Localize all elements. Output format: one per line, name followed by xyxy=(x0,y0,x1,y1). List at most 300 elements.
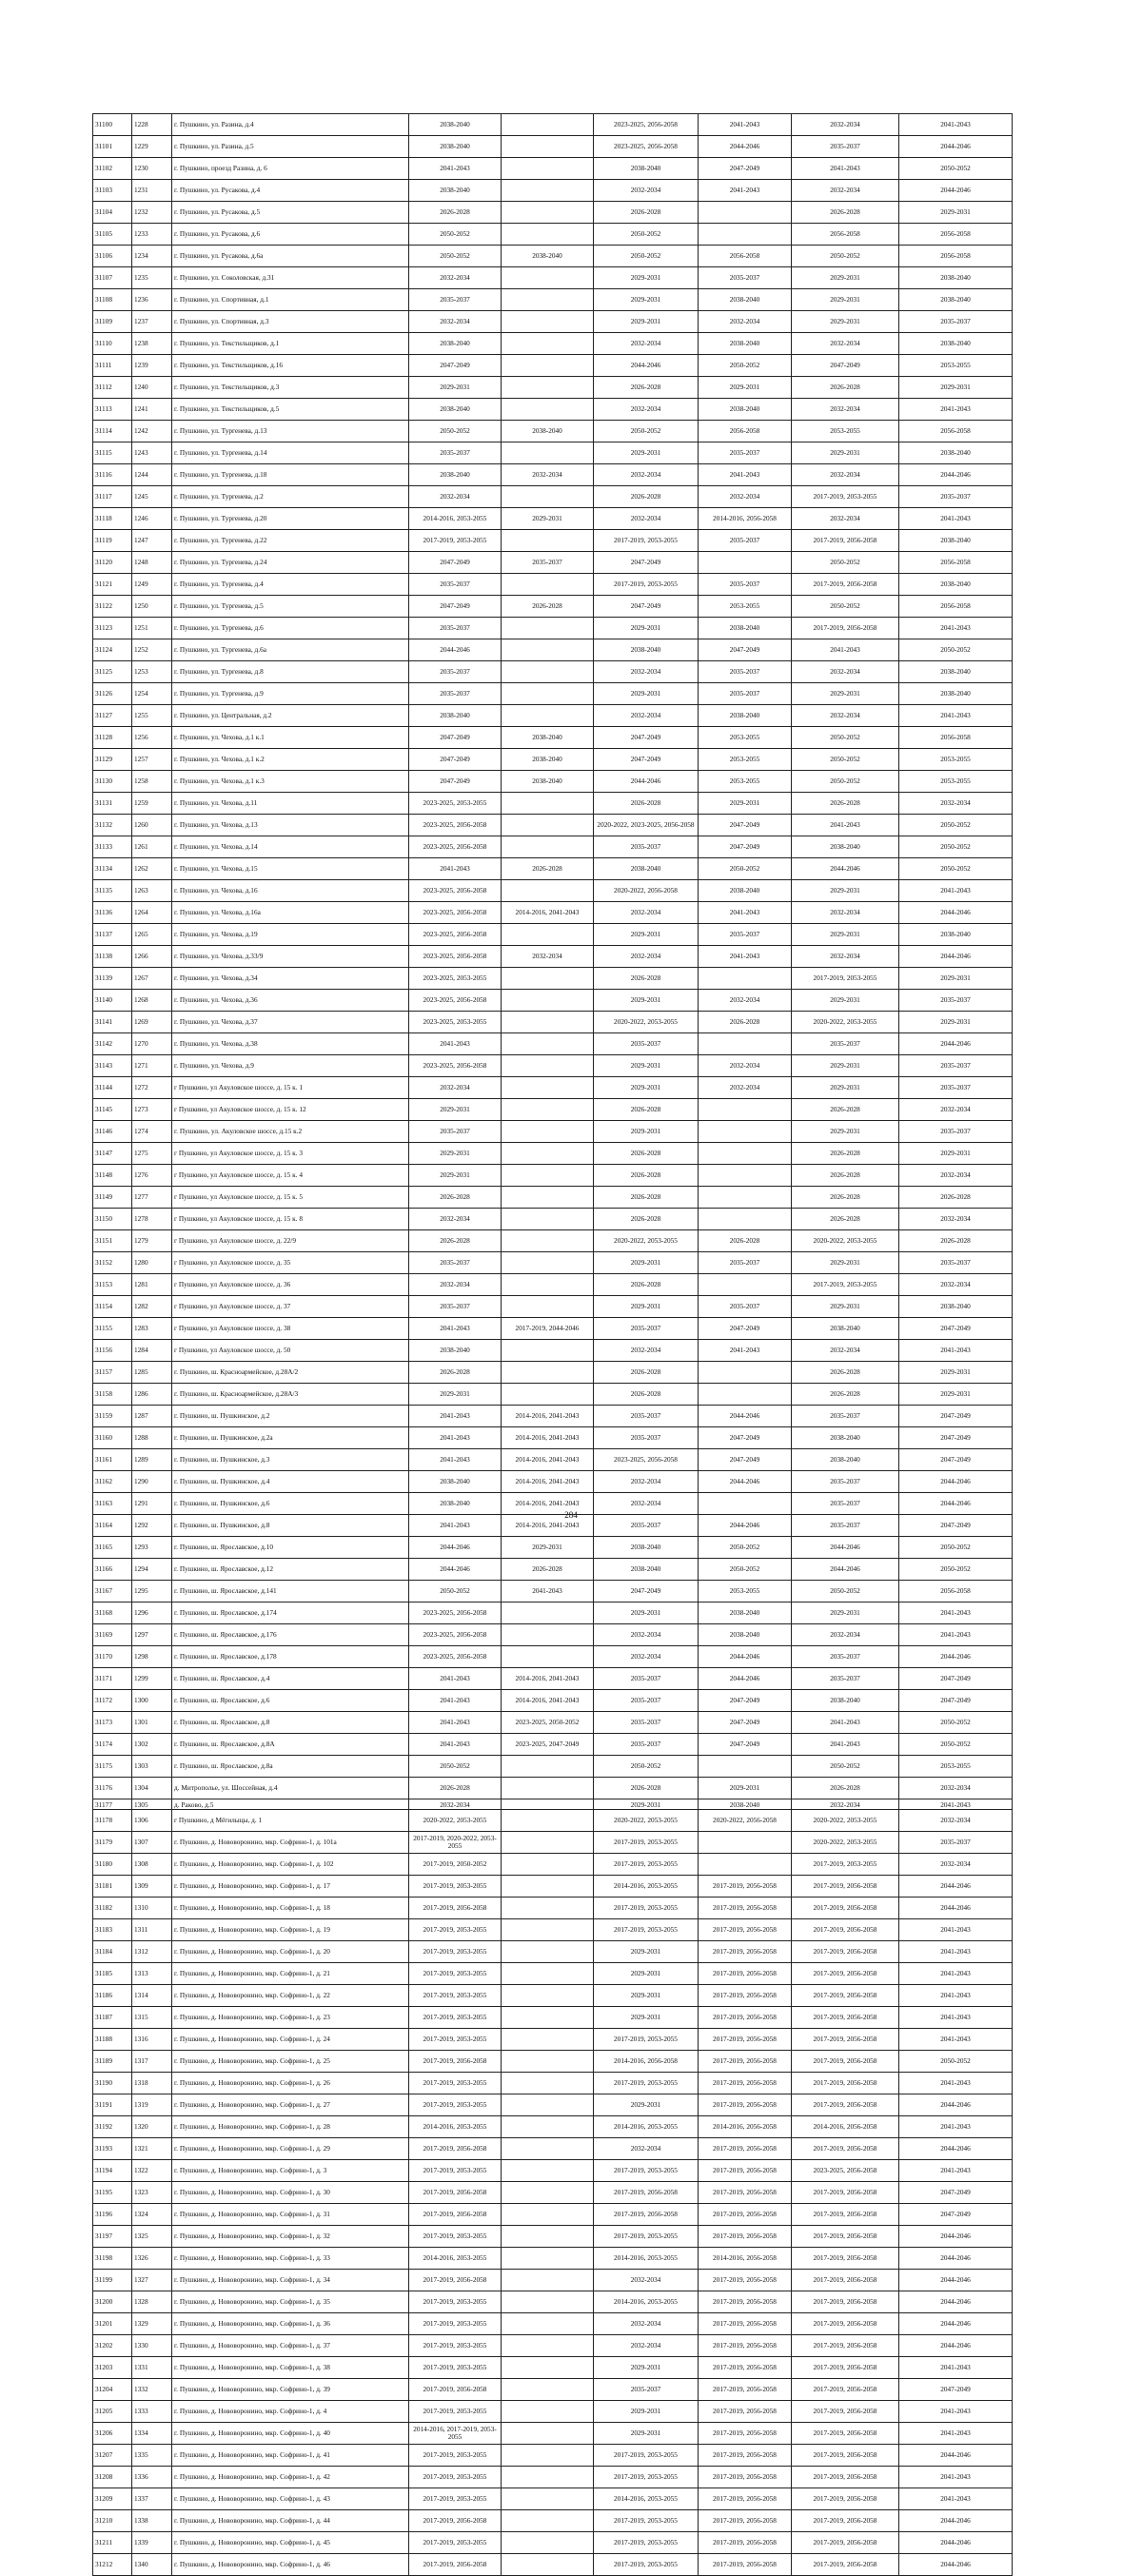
row-number-cell: 31143 xyxy=(93,1055,132,1077)
period-cell: 2047-2049 xyxy=(409,727,502,749)
row-number-cell: 31136 xyxy=(93,902,132,924)
period-cell xyxy=(502,2226,594,2248)
table-row xyxy=(93,618,1013,639)
period-cell: 2017-2019, 2056-2058 xyxy=(699,2488,792,2510)
period-cell: 2035-2037 xyxy=(899,1121,1013,1143)
period-cell: 2032-2034 xyxy=(594,902,699,924)
address-cell: г Пушкино, ул Акуловское шоссе, д. 22/9 xyxy=(172,1230,409,1252)
period-cell: 2017-2019, 2056-2058 xyxy=(792,2182,899,2204)
table-row xyxy=(93,1559,1013,1581)
period-cell: 2035-2037 xyxy=(409,1252,502,1274)
period-cell: 2014-2016, 2041-2043 xyxy=(502,1449,594,1471)
address-cell: г. Пушкино, д. Нововоронино, мкр. Софрино-1, д. 4 xyxy=(172,2401,409,2423)
address-cell: г. Пушкино, д. Нововоронино, мкр. Софрино-1, д. 26 xyxy=(172,2073,409,2094)
period-cell: 2041-2043 xyxy=(699,1340,792,1362)
period-cell: 2026-2028 xyxy=(502,596,594,618)
period-cell: 2017-2019, 2056-2058 xyxy=(699,1963,792,1985)
table-row xyxy=(93,858,1013,880)
row-number-cell: 31153 xyxy=(93,1274,132,1296)
period-cell xyxy=(502,2204,594,2226)
period-cell: 2017-2019, 2053-2055 xyxy=(594,1854,699,1876)
period-cell: 2017-2019, 2056-2058 xyxy=(792,2401,899,2423)
period-cell: 2020-2022, 2053-2055 xyxy=(792,1230,899,1252)
period-cell: 2017-2019, 2053-2055 xyxy=(594,1919,699,1941)
period-cell: 2017-2019, 2056-2058 xyxy=(792,2073,899,2094)
table-row xyxy=(93,2532,1013,2554)
period-cell: 2023-2025, 2056-2058 xyxy=(409,924,502,946)
row-number-cell: 31104 xyxy=(93,202,132,224)
address-cell: г. Пушкино, ш. Красноармейское, д.28А/2 xyxy=(172,1362,409,1384)
period-cell: 2044-2046 xyxy=(899,2445,1013,2467)
period-cell: 2044-2046 xyxy=(899,902,1013,924)
period-cell xyxy=(502,2182,594,2204)
row-number-cell: 31184 xyxy=(93,1941,132,1963)
row-number-cell: 31205 xyxy=(93,2401,132,2423)
row-number-cell: 31106 xyxy=(93,246,132,267)
period-cell xyxy=(502,2116,594,2138)
period-cell: 2035-2037 xyxy=(409,683,502,705)
address-cell: г. Пушкино, д. Нововоронино, мкр. Софрино-1, д. 101а xyxy=(172,1832,409,1854)
table-row xyxy=(93,1318,1013,1340)
period-cell: 2017-2019, 2053-2055 xyxy=(409,2532,502,2554)
period-cell xyxy=(699,968,792,990)
period-cell: 2014-2016, 2041-2043 xyxy=(502,902,594,924)
table-row xyxy=(93,596,1013,618)
period-cell: 2017-2019, 2053-2055 xyxy=(594,2160,699,2182)
row-number-cell: 31127 xyxy=(93,705,132,727)
row-number-cell: 31166 xyxy=(93,1559,132,1581)
period-cell: 2017-2019, 2053-2055 xyxy=(594,2073,699,2094)
period-cell: 2038-2040 xyxy=(899,574,1013,596)
period-cell: 2017-2019, 2056-2058 xyxy=(792,618,899,639)
period-cell: 2014-2016, 2041-2043 xyxy=(502,1493,594,1515)
period-cell: 2035-2037 xyxy=(699,924,792,946)
period-cell: 2044-2046 xyxy=(899,2313,1013,2335)
period-cell: 2020-2022, 2053-2055 xyxy=(594,1230,699,1252)
row-number-cell: 31194 xyxy=(93,2160,132,2182)
row-number-cell: 31146 xyxy=(93,1121,132,1143)
period-cell: 2038-2040 xyxy=(699,1603,792,1624)
period-cell: 2017-2019, 2056-2058 xyxy=(792,1985,899,2007)
period-cell: 2026-2028 xyxy=(792,1187,899,1209)
item-number-cell: 1310 xyxy=(132,1898,172,1919)
period-cell: 2029-2031 xyxy=(594,1941,699,1963)
table-row xyxy=(93,1406,1013,1427)
period-cell: 2044-2046 xyxy=(409,1537,502,1559)
period-cell: 2038-2040 xyxy=(699,399,792,421)
period-cell: 2017-2019, 2053-2055 xyxy=(409,2029,502,2051)
period-cell: 2020-2022, 2056-2058 xyxy=(594,880,699,902)
period-cell: 2035-2037 xyxy=(699,574,792,596)
address-cell: г Пушкино, ул Акуловское шоссе, д. 37 xyxy=(172,1296,409,1318)
period-cell: 2020-2022, 2056-2058 xyxy=(699,1810,792,1832)
address-cell: г. Пушкино, д. Нововоронино, мкр. Софрино-1, д. 33 xyxy=(172,2248,409,2270)
period-cell: 2041-2043 xyxy=(899,1340,1013,1362)
address-cell: г Пушкино, ул Акуловское шоссе, д. 35 xyxy=(172,1252,409,1274)
address-cell: г. Пушкино, ул. Тургенева, д.24 xyxy=(172,552,409,574)
period-cell: 2044-2046 xyxy=(699,1515,792,1537)
address-cell: г. Пушкино, ул. Тургенева, д.13 xyxy=(172,421,409,442)
period-cell: 2026-2028 xyxy=(502,858,594,880)
table-row xyxy=(93,2116,1013,2138)
item-number-cell: 1270 xyxy=(132,1033,172,1055)
period-cell xyxy=(502,2291,594,2313)
row-number-cell: 31142 xyxy=(93,1033,132,1055)
period-cell: 2029-2031 xyxy=(594,1799,699,1810)
table-row xyxy=(93,355,1013,377)
period-cell: 2023-2025, 2056-2058 xyxy=(594,114,699,136)
period-cell xyxy=(699,1756,792,1778)
address-cell: г. Пушкино, ш. Ярославское, д.10 xyxy=(172,1537,409,1559)
period-cell: 2017-2019, 2053-2055 xyxy=(594,2467,699,2488)
row-number-cell: 31150 xyxy=(93,1209,132,1230)
address-cell: г. Пушкино, ул. Тургенева, д.14 xyxy=(172,442,409,464)
address-cell: г. Пушкино, ул. Чехова, д.1 к.2 xyxy=(172,749,409,771)
period-cell: 2044-2046 xyxy=(899,946,1013,968)
row-number-cell: 31131 xyxy=(93,793,132,815)
table-row xyxy=(93,1274,1013,1296)
item-number-cell: 1317 xyxy=(132,2051,172,2073)
item-number-cell: 1247 xyxy=(132,530,172,552)
period-cell: 2023-2025, 2056-2058 xyxy=(409,1624,502,1646)
period-cell: 2038-2040 xyxy=(899,530,1013,552)
period-cell: 2035-2037 xyxy=(792,1646,899,1668)
row-number-cell: 31168 xyxy=(93,1603,132,1624)
period-cell: 2026-2028 xyxy=(594,486,699,508)
period-cell: 2047-2049 xyxy=(899,2204,1013,2226)
item-number-cell: 1251 xyxy=(132,618,172,639)
table-row xyxy=(93,1449,1013,1471)
period-cell: 2017-2019, 2056-2058 xyxy=(792,2357,899,2379)
address-cell: г. Пушкино, ул. Центральная, д.2 xyxy=(172,705,409,727)
row-number-cell: 31157 xyxy=(93,1362,132,1384)
period-cell: 2041-2043 xyxy=(899,1985,1013,2007)
table-row xyxy=(93,2029,1013,2051)
period-cell: 2047-2049 xyxy=(899,1668,1013,1690)
period-cell: 2038-2040 xyxy=(699,1624,792,1646)
item-number-cell: 1323 xyxy=(132,2182,172,2204)
period-cell: 2041-2043 xyxy=(899,2467,1013,2488)
period-cell: 2050-2052 xyxy=(899,858,1013,880)
item-number-cell: 1257 xyxy=(132,749,172,771)
item-number-cell: 1254 xyxy=(132,683,172,705)
period-cell: 2035-2037 xyxy=(409,618,502,639)
table-row xyxy=(93,1471,1013,1493)
period-cell xyxy=(502,1384,594,1406)
table-row xyxy=(93,2007,1013,2029)
address-cell: г. Пушкино, д. Нововоронино, мкр. Софрино-1, д. 31 xyxy=(172,2204,409,2226)
period-cell: 2017-2019, 2056-2058 xyxy=(792,2532,899,2554)
address-cell: г. Пушкино, ул. Русакова, д.6а xyxy=(172,246,409,267)
period-cell xyxy=(502,2313,594,2335)
period-cell xyxy=(502,399,594,421)
period-cell: 2041-2043 xyxy=(699,902,792,924)
period-cell: 2047-2049 xyxy=(699,1734,792,1756)
row-number-cell: 31201 xyxy=(93,2313,132,2335)
period-cell: 2035-2037 xyxy=(594,1712,699,1734)
table-body xyxy=(93,114,1013,2576)
table-row xyxy=(93,1033,1013,1055)
table-row xyxy=(93,2335,1013,2357)
period-cell: 2029-2031 xyxy=(792,1296,899,1318)
period-cell xyxy=(502,1646,594,1668)
period-cell xyxy=(502,639,594,661)
period-cell: 2041-2043 xyxy=(899,2007,1013,2029)
period-cell: 2044-2046 xyxy=(699,1668,792,1690)
period-cell: 2056-2058 xyxy=(899,1581,1013,1603)
item-number-cell: 1316 xyxy=(132,2029,172,2051)
period-cell: 2014-2016, 2056-2058 xyxy=(699,2116,792,2138)
period-cell: 2041-2043 xyxy=(792,815,899,836)
period-cell: 2032-2034 xyxy=(899,793,1013,815)
period-cell: 2017-2019, 2053-2055 xyxy=(792,486,899,508)
period-cell: 2026-2028 xyxy=(792,1384,899,1406)
period-cell: 2047-2049 xyxy=(899,2379,1013,2401)
period-cell: 2038-2040 xyxy=(899,442,1013,464)
item-number-cell: 1228 xyxy=(132,114,172,136)
item-number-cell: 1329 xyxy=(132,2313,172,2335)
row-number-cell: 31124 xyxy=(93,639,132,661)
row-number-cell: 31114 xyxy=(93,421,132,442)
period-cell: 2050-2052 xyxy=(409,246,502,267)
period-cell: 2017-2019, 2053-2055 xyxy=(409,2007,502,2029)
period-cell: 2032-2034 xyxy=(899,1099,1013,1121)
period-cell: 2041-2043 xyxy=(792,639,899,661)
item-number-cell: 1286 xyxy=(132,1384,172,1406)
period-cell: 2017-2019, 2056-2058 xyxy=(699,2051,792,2073)
period-cell: 2050-2052 xyxy=(899,1712,1013,1734)
table-row xyxy=(93,1603,1013,1624)
table-row xyxy=(93,574,1013,596)
table-row xyxy=(93,2138,1013,2160)
period-cell: 2029-2031 xyxy=(594,2094,699,2116)
table-row xyxy=(93,2248,1013,2270)
period-cell: 2020-2022, 2053-2055 xyxy=(792,1810,899,1832)
row-number-cell: 31187 xyxy=(93,2007,132,2029)
table-row xyxy=(93,1209,1013,1230)
table-row xyxy=(93,2313,1013,2335)
period-cell: 2017-2019, 2056-2058 xyxy=(409,2510,502,2532)
period-cell: 2047-2049 xyxy=(409,771,502,793)
table-row xyxy=(93,968,1013,990)
table-row xyxy=(93,1340,1013,1362)
address-cell: г. Пушкино, ш. Ярославское, д.12 xyxy=(172,1559,409,1581)
period-cell: 2041-2043 xyxy=(899,1919,1013,1941)
period-cell: 2041-2043 xyxy=(699,464,792,486)
period-cell xyxy=(502,1624,594,1646)
table-row xyxy=(93,2401,1013,2423)
period-cell: 2032-2034 xyxy=(792,902,899,924)
period-cell: 2017-2019, 2053-2055 xyxy=(594,2226,699,2248)
period-cell: 2032-2034 xyxy=(594,2138,699,2160)
period-cell: 2035-2037 xyxy=(699,530,792,552)
period-cell xyxy=(502,2138,594,2160)
period-cell: 2041-2043 xyxy=(899,1963,1013,1985)
table-row xyxy=(93,1012,1013,1033)
item-number-cell: 1279 xyxy=(132,1230,172,1252)
period-cell: 2044-2046 xyxy=(899,1646,1013,1668)
table-row xyxy=(93,2488,1013,2510)
period-cell: 2050-2052 xyxy=(594,1756,699,1778)
address-cell: г. Пушкино, д. Нововоронино, мкр. Софрино-1, д. 46 xyxy=(172,2554,409,2576)
period-cell xyxy=(502,1077,594,1099)
period-cell: 2035-2037 xyxy=(699,267,792,289)
address-cell: г. Пушкино, д. Нововоронино, мкр. Софрино-1, д. 36 xyxy=(172,2313,409,2335)
table-row xyxy=(93,1384,1013,1406)
period-cell xyxy=(502,1832,594,1854)
period-cell xyxy=(699,224,792,246)
period-cell: 2035-2037 xyxy=(594,1690,699,1712)
period-cell: 2047-2049 xyxy=(899,1318,1013,1340)
row-number-cell: 31162 xyxy=(93,1471,132,1493)
period-cell xyxy=(502,1778,594,1799)
period-cell: 2050-2052 xyxy=(899,815,1013,836)
period-cell: 2047-2049 xyxy=(792,355,899,377)
period-cell: 2032-2034 xyxy=(699,1055,792,1077)
period-cell xyxy=(699,1832,792,1854)
period-cell xyxy=(502,1898,594,1919)
period-cell: 2017-2019, 2056-2058 xyxy=(792,2291,899,2313)
period-cell: 2044-2046 xyxy=(792,1559,899,1581)
row-number-cell: 31204 xyxy=(93,2379,132,2401)
period-cell: 2014-2016, 2041-2043 xyxy=(502,1690,594,1712)
period-cell: 2017-2019, 2056-2058 xyxy=(792,2094,899,2116)
period-cell: 2026-2028 xyxy=(792,1165,899,1187)
period-cell: 2029-2031 xyxy=(409,377,502,399)
period-cell: 2044-2046 xyxy=(792,858,899,880)
period-cell: 2026-2028 xyxy=(899,1230,1013,1252)
row-number-cell: 31172 xyxy=(93,1690,132,1712)
period-cell: 2017-2019, 2056-2058 xyxy=(792,1941,899,1963)
period-cell: 2023-2025, 2056-2058 xyxy=(409,1603,502,1624)
item-number-cell: 1284 xyxy=(132,1340,172,1362)
period-cell: 2032-2034 xyxy=(409,267,502,289)
period-cell xyxy=(502,2029,594,2051)
row-number-cell: 31117 xyxy=(93,486,132,508)
period-cell: 2017-2019, 2056-2058 xyxy=(699,2510,792,2532)
period-cell xyxy=(502,2379,594,2401)
period-cell: 2047-2049 xyxy=(899,1515,1013,1537)
row-number-cell: 31186 xyxy=(93,1985,132,2007)
period-cell: 2044-2046 xyxy=(899,2554,1013,2576)
period-cell xyxy=(502,1252,594,1274)
period-cell: 2017-2019, 2053-2055 xyxy=(594,574,699,596)
table-row xyxy=(93,224,1013,246)
item-number-cell: 1265 xyxy=(132,924,172,946)
period-cell: 2050-2052 xyxy=(899,639,1013,661)
period-cell: 2026-2028 xyxy=(792,202,899,224)
address-cell: г. Пушкино, д. Нововоронино, мкр. Софрино-1, д. 27 xyxy=(172,2094,409,2116)
period-cell: 2023-2025, 2056-2058 xyxy=(409,880,502,902)
period-cell: 2032-2034 xyxy=(594,180,699,202)
item-number-cell: 1336 xyxy=(132,2467,172,2488)
period-cell xyxy=(502,836,594,858)
period-cell: 2023-2025, 2056-2058 xyxy=(409,946,502,968)
period-cell: 2017-2019, 2056-2058 xyxy=(792,2051,899,2073)
period-cell: 2017-2019, 2053-2055 xyxy=(409,2467,502,2488)
period-cell: 2029-2031 xyxy=(899,1384,1013,1406)
period-cell: 2017-2019, 2056-2058 xyxy=(792,2270,899,2291)
period-cell: 2029-2031 xyxy=(594,267,699,289)
period-cell: 2032-2034 xyxy=(899,1274,1013,1296)
period-cell xyxy=(699,1033,792,1055)
period-cell: 2050-2052 xyxy=(699,355,792,377)
period-cell: 2029-2031 xyxy=(594,2357,699,2379)
period-cell: 2056-2058 xyxy=(899,596,1013,618)
period-cell: 2026-2028 xyxy=(792,1209,899,1230)
period-cell: 2017-2019, 2053-2055 xyxy=(409,530,502,552)
address-cell: г. Пушкино, д. Нововоронино, мкр. Софрино-1, д. 38 xyxy=(172,2357,409,2379)
table-row xyxy=(93,1985,1013,2007)
period-cell: 2038-2040 xyxy=(409,180,502,202)
row-number-cell: 31156 xyxy=(93,1340,132,1362)
address-cell: г Пушкино, ул Акуловское шоссе, д. 15 к. 8 xyxy=(172,1209,409,1230)
address-cell: г. Пушкино, ул. Тургенева, д.22 xyxy=(172,530,409,552)
item-number-cell: 1300 xyxy=(132,1690,172,1712)
row-number-cell: 31177 xyxy=(93,1799,132,1810)
period-cell xyxy=(502,705,594,727)
period-cell: 2038-2040 xyxy=(699,1799,792,1810)
row-number-cell: 31181 xyxy=(93,1876,132,1898)
row-number-cell: 31212 xyxy=(93,2554,132,2576)
period-cell xyxy=(502,1362,594,1384)
period-cell: 2017-2019, 2056-2058 xyxy=(792,2510,899,2532)
period-cell: 2038-2040 xyxy=(502,246,594,267)
item-number-cell: 1299 xyxy=(132,1668,172,1690)
period-cell: 2035-2037 xyxy=(594,2379,699,2401)
period-cell: 2050-2052 xyxy=(699,1559,792,1581)
period-cell: 2056-2058 xyxy=(899,224,1013,246)
row-number-cell: 31169 xyxy=(93,1624,132,1646)
period-cell xyxy=(502,2510,594,2532)
period-cell: 2038-2040 xyxy=(899,267,1013,289)
period-cell: 2017-2019, 2056-2058 xyxy=(792,2313,899,2335)
item-number-cell: 1252 xyxy=(132,639,172,661)
row-number-cell: 31152 xyxy=(93,1252,132,1274)
address-cell: г. Пушкино, д. Нововоронино, мкр. Софрино-1, д. 28 xyxy=(172,2116,409,2138)
period-cell xyxy=(502,1340,594,1362)
period-cell: 2014-2016, 2053-2055 xyxy=(594,2248,699,2270)
period-cell: 2026-2028 xyxy=(594,202,699,224)
period-cell: 2053-2055 xyxy=(792,421,899,442)
period-cell: 2044-2046 xyxy=(899,1471,1013,1493)
period-cell: 2050-2052 xyxy=(409,1756,502,1778)
period-cell: 2017-2019, 2056-2058 xyxy=(409,2379,502,2401)
period-cell: 2050-2052 xyxy=(699,858,792,880)
item-number-cell: 1301 xyxy=(132,1712,172,1734)
address-cell: г. Пушкино, ул. Чехова, д.36 xyxy=(172,990,409,1012)
period-cell: 2029-2031 xyxy=(699,793,792,815)
period-cell: 2014-2016, 2056-2058 xyxy=(699,2248,792,2270)
period-cell: 2041-2043 xyxy=(409,1734,502,1756)
table-row xyxy=(93,2445,1013,2467)
address-cell: г. Пушкино, д. Нововоронино, мкр. Софрино-1, д. 24 xyxy=(172,2029,409,2051)
address-cell: г. Пушкино, ул. Тургенева, д.2 xyxy=(172,486,409,508)
table-row xyxy=(93,2226,1013,2248)
period-cell: 2029-2031 xyxy=(594,1121,699,1143)
row-number-cell: 31200 xyxy=(93,2291,132,2313)
period-cell: 2047-2049 xyxy=(899,1690,1013,1712)
item-number-cell: 1324 xyxy=(132,2204,172,2226)
period-cell: 2038-2040 xyxy=(699,289,792,311)
period-cell: 2029-2031 xyxy=(594,683,699,705)
table-row xyxy=(93,2510,1013,2532)
period-cell: 2041-2043 xyxy=(899,1603,1013,1624)
period-cell: 2041-2043 xyxy=(899,114,1013,136)
address-cell: г. Пушкино, ул. Чехова, д.16 xyxy=(172,880,409,902)
period-cell xyxy=(502,289,594,311)
period-cell: 2017-2019, 2056-2058 xyxy=(792,2138,899,2160)
